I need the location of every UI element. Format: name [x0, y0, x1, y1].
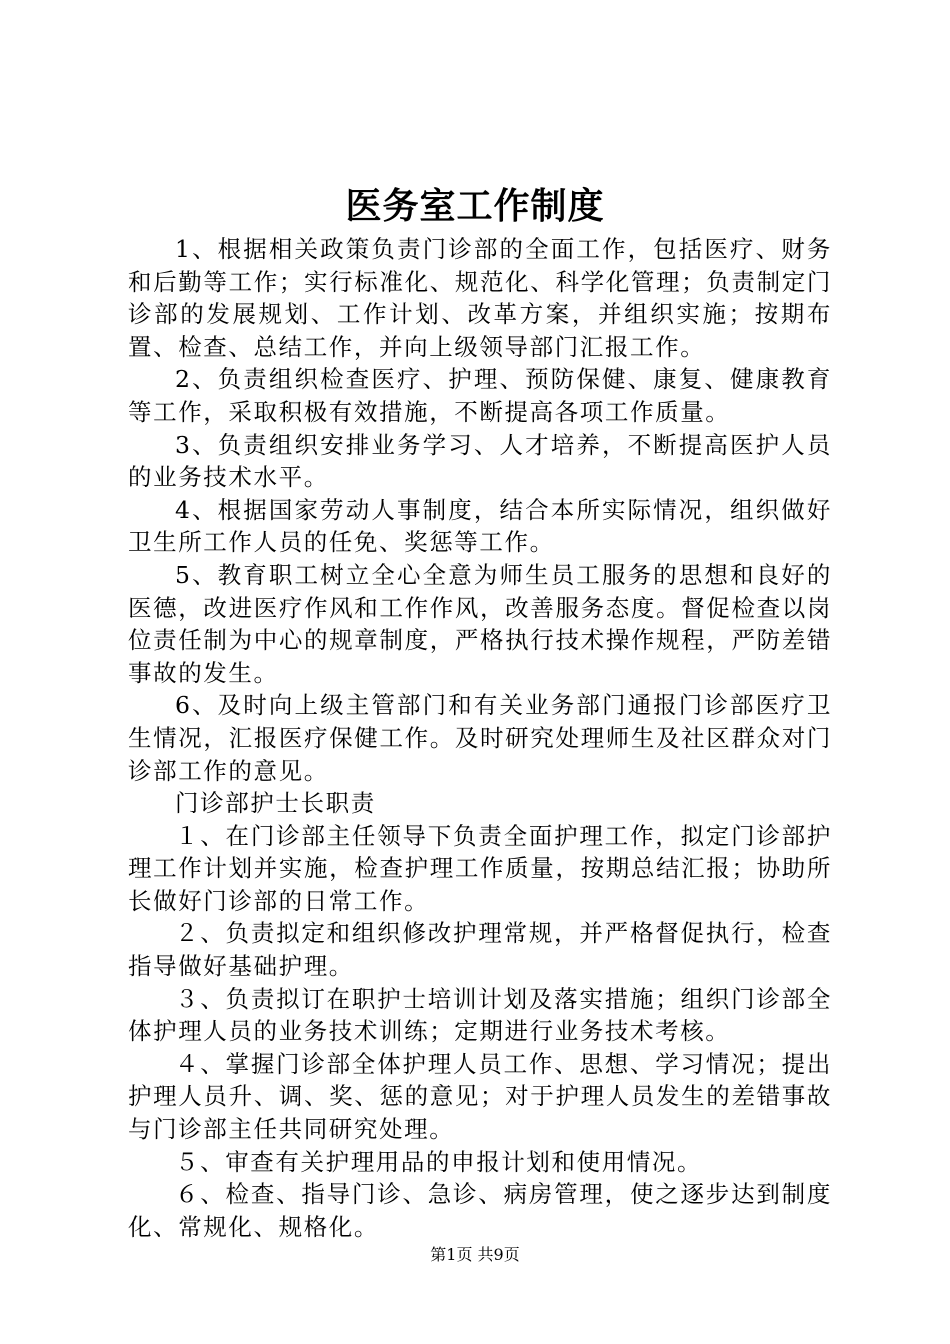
paragraph-3: 3、负责组织安排业务学习、人才培养，不断提高医护人员的业务技术水平。 [128, 430, 832, 492]
document-title: 医务室工作制度 [345, 186, 605, 227]
section-paragraph-6: ６、检查、指导门诊、急诊、病房管理，使之逐步达到制度化、常规化、规格化。 [128, 1180, 832, 1241]
section-paragraph-3: ３、负责拟订在职护士培训计划及落实措施；组织门诊部全体护理人员的业务技术训练；定期进行业务技术考核。 [128, 984, 832, 1046]
section-paragraph-1: １、在门诊部主任领导下负责全面护理工作，拟定门诊部护理工作计划并实施，检查护理工作质量，按期总结汇报；协助所长做好门诊部的日常工作。 [128, 821, 832, 915]
paragraph-5: 5、教育职工树立全心全意为师生员工服务的思想和良好的医德，改进医疗作风和工作作风，改善服务态度。督促检查以岗位责任制为中心的规章制度，严格执行技术操作规程，严防差错事故的发生。 [128, 560, 832, 687]
section-paragraph-5: ５、审查有关护理用品的申报计划和使用情况。 [175, 1147, 703, 1176]
paragraph-1: 1、根据相关政策负责门诊部的全面工作，包括医疗、财务和后勤等工作；实行标准化、规范化、科学化管理；负责制定门诊部的发展规划、工作计划、改革方案，并组织实施；按期布置、检查、总结工作，并向上级领导部门汇报工作。 [128, 235, 832, 361]
section-heading: 门诊部护士长职责 [175, 789, 376, 818]
page-footer: 第1页 共9页 [430, 1245, 520, 1264]
paragraph-4: 4、根据国家劳动人事制度，结合本所实际情况，组织做好卫生所工作人员的任免、奖惩等工作。 [128, 495, 832, 557]
document-body [128, 233, 832, 1243]
section-paragraph-2: ２、负责拟定和组织修改护理常规，并严格督促执行，检查指导做好基础护理。 [128, 919, 832, 981]
section-paragraph-4: ４、掌握门诊部全体护理人员工作、思想、学习情况；提出护理人员升、调、奖、惩的意见；对于护理人员发生的差错事故与门诊部主任共同研究处理。 [128, 1049, 832, 1144]
paragraph-2: 2、负责组织检查医疗、护理、预防保健、康复、健康教育等工作，采取积极有效措施，不断提高各项工作质量。 [128, 365, 832, 426]
paragraph-6: 6、及时向上级主管部门和有关业务部门通报门诊部医疗卫生情况，汇报医疗保健工作。及时研究处理师生及社区群众对门诊部工作的意见。 [128, 691, 832, 785]
